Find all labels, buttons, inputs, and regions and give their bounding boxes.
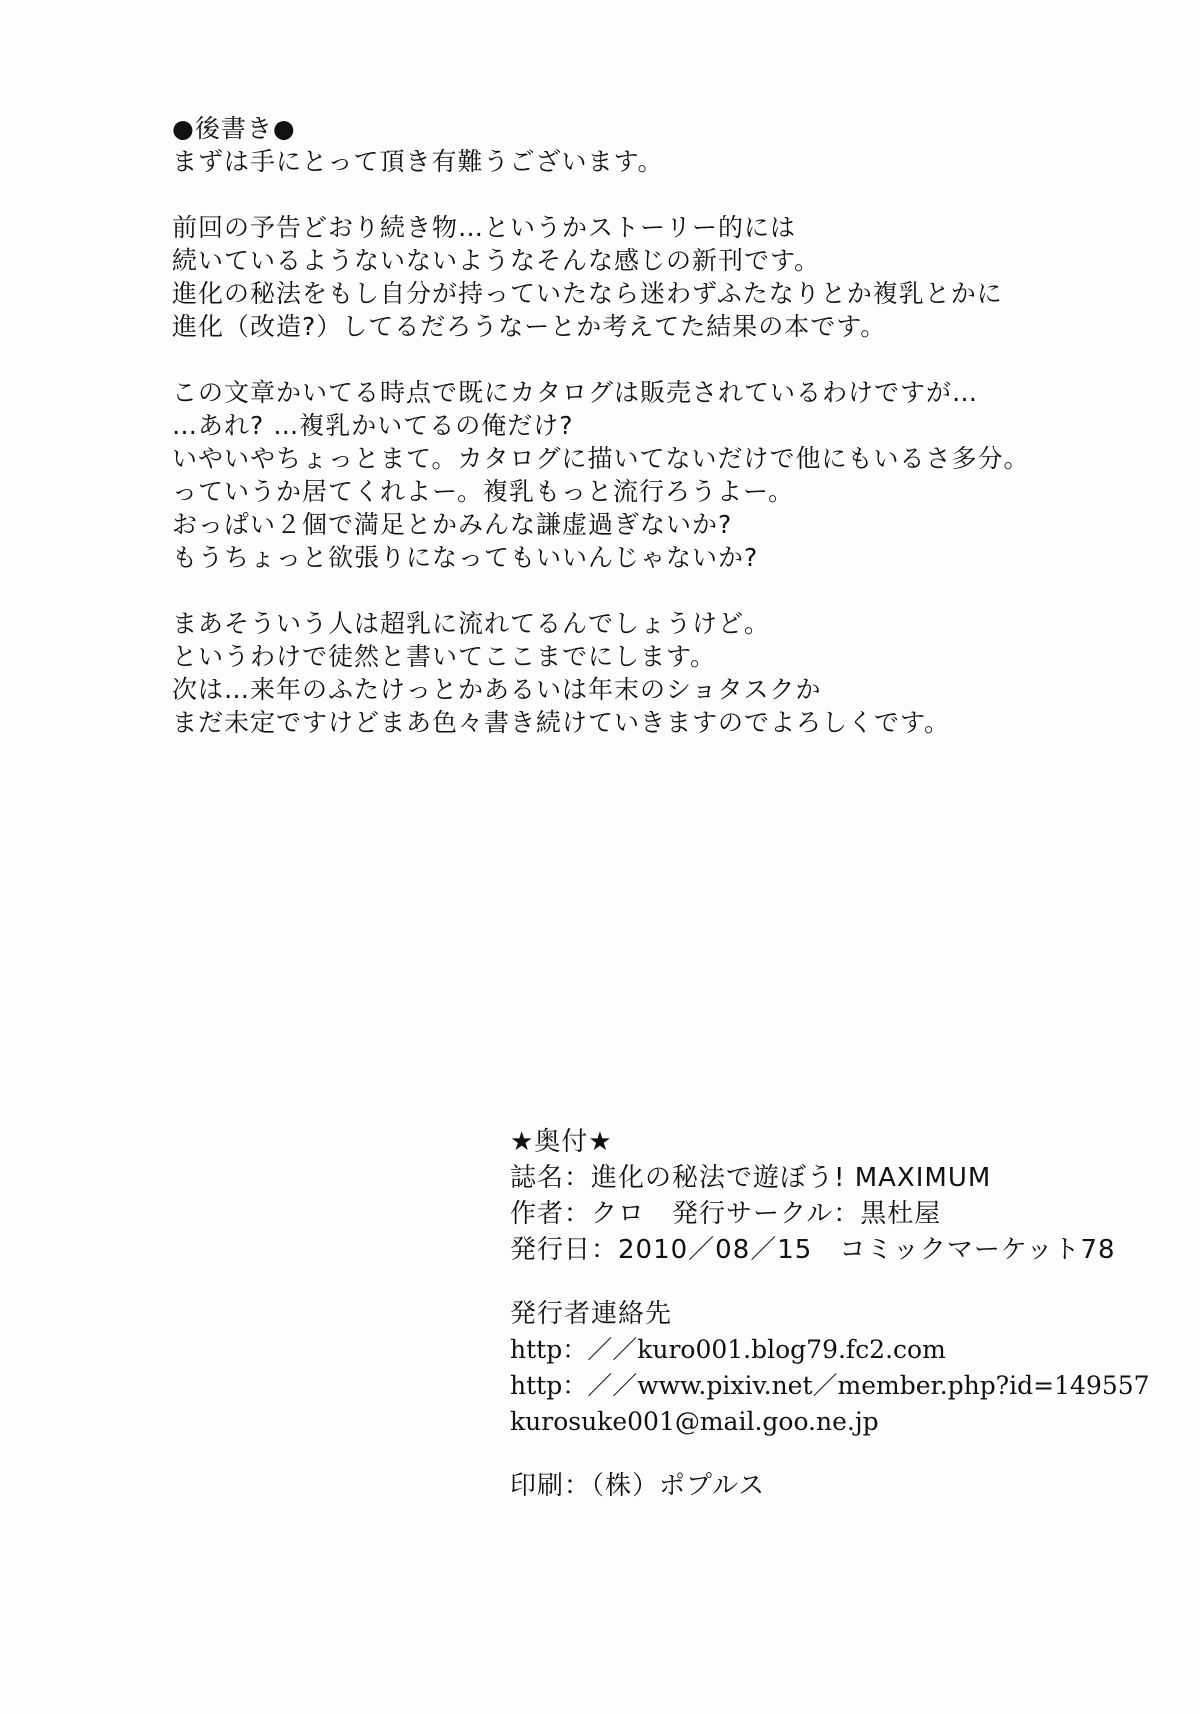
afterword-line: 次は…来年のふたけっとかあるいは年末のショタスクか [172, 675, 822, 704]
afterword-line: もうちょっと欲張りになってもいいんじゃないか? [172, 543, 759, 572]
afterword-line: 進化の秘法をもし自分が持っていたなら迷わずふたなりとか複乳とかに [172, 279, 1003, 308]
colophon-heading: ★奥付★ [510, 1127, 613, 1157]
afterword-line: まあそういう人は超乳に流れてるんでしょうけど。 [172, 609, 771, 638]
afterword-line: この文章かいてる時点で既にカタログは販売されているわけですが… [172, 378, 979, 407]
colophon-title-line: 誌名：進化の秘法で遊ぼう! MAXIMUM [510, 1163, 992, 1193]
afterword-line: おっぱい２個で満足とかみんな謙虚過ぎないか? [172, 510, 733, 539]
contact-pixiv-url: http：／／www.pixiv.net／member.php?id=149557 [510, 1371, 1150, 1400]
contact-email: kurosuke001@mail.goo.ne.jp [510, 1407, 879, 1436]
afterword-heading: ●後書き● [172, 114, 296, 143]
colophon-section [510, 1124, 1180, 1504]
afterword-line: …あれ? …複乳かいてるの俺だけ? [172, 411, 574, 440]
afterword-line: まだ未定ですけどまあ色々書き続けていきますのでよろしくです。 [172, 708, 951, 737]
afterword-line: 進化（改造?）してるだろうなーとか考えてた結果の本です。 [172, 312, 887, 341]
colophon-date-line: 発行日：2010／08／15 コミックマーケット78 [510, 1235, 1116, 1265]
afterword-section [172, 112, 1132, 739]
paragraph-gap [172, 343, 1132, 376]
printer-line: 印刷：（株）ポプルス [510, 1471, 766, 1501]
afterword-line: 続いているようないないようなそんな感じの新刊です。 [172, 246, 821, 275]
contact-blog-url: http：／／kuro001.blog79.fc2.com [510, 1335, 946, 1364]
afterword-line: いやいやちょっとまて。カタログに描いてないだけで他にもいるさ多分。 [172, 444, 1030, 473]
afterword-line: 前回の予告どおり続き物…というかストーリー的には [172, 213, 797, 242]
colophon-author-line: 作者：クロ 発行サークル：黒杜屋 [510, 1199, 942, 1229]
colophon-gap [510, 1440, 1180, 1468]
afterword-line: まずは手にとって頂き有難うございます。 [172, 147, 664, 176]
afterword-line: っていうか居てくれよー。複乳もっと流行ろうよー。 [172, 477, 795, 506]
colophon-gap [510, 1268, 1180, 1296]
afterword-line: というわけで徒然と書いてここまでにします。 [172, 642, 717, 671]
contact-heading: 発行者連絡先 [510, 1299, 673, 1329]
paragraph-gap [172, 178, 1132, 211]
paragraph-gap [172, 574, 1132, 607]
